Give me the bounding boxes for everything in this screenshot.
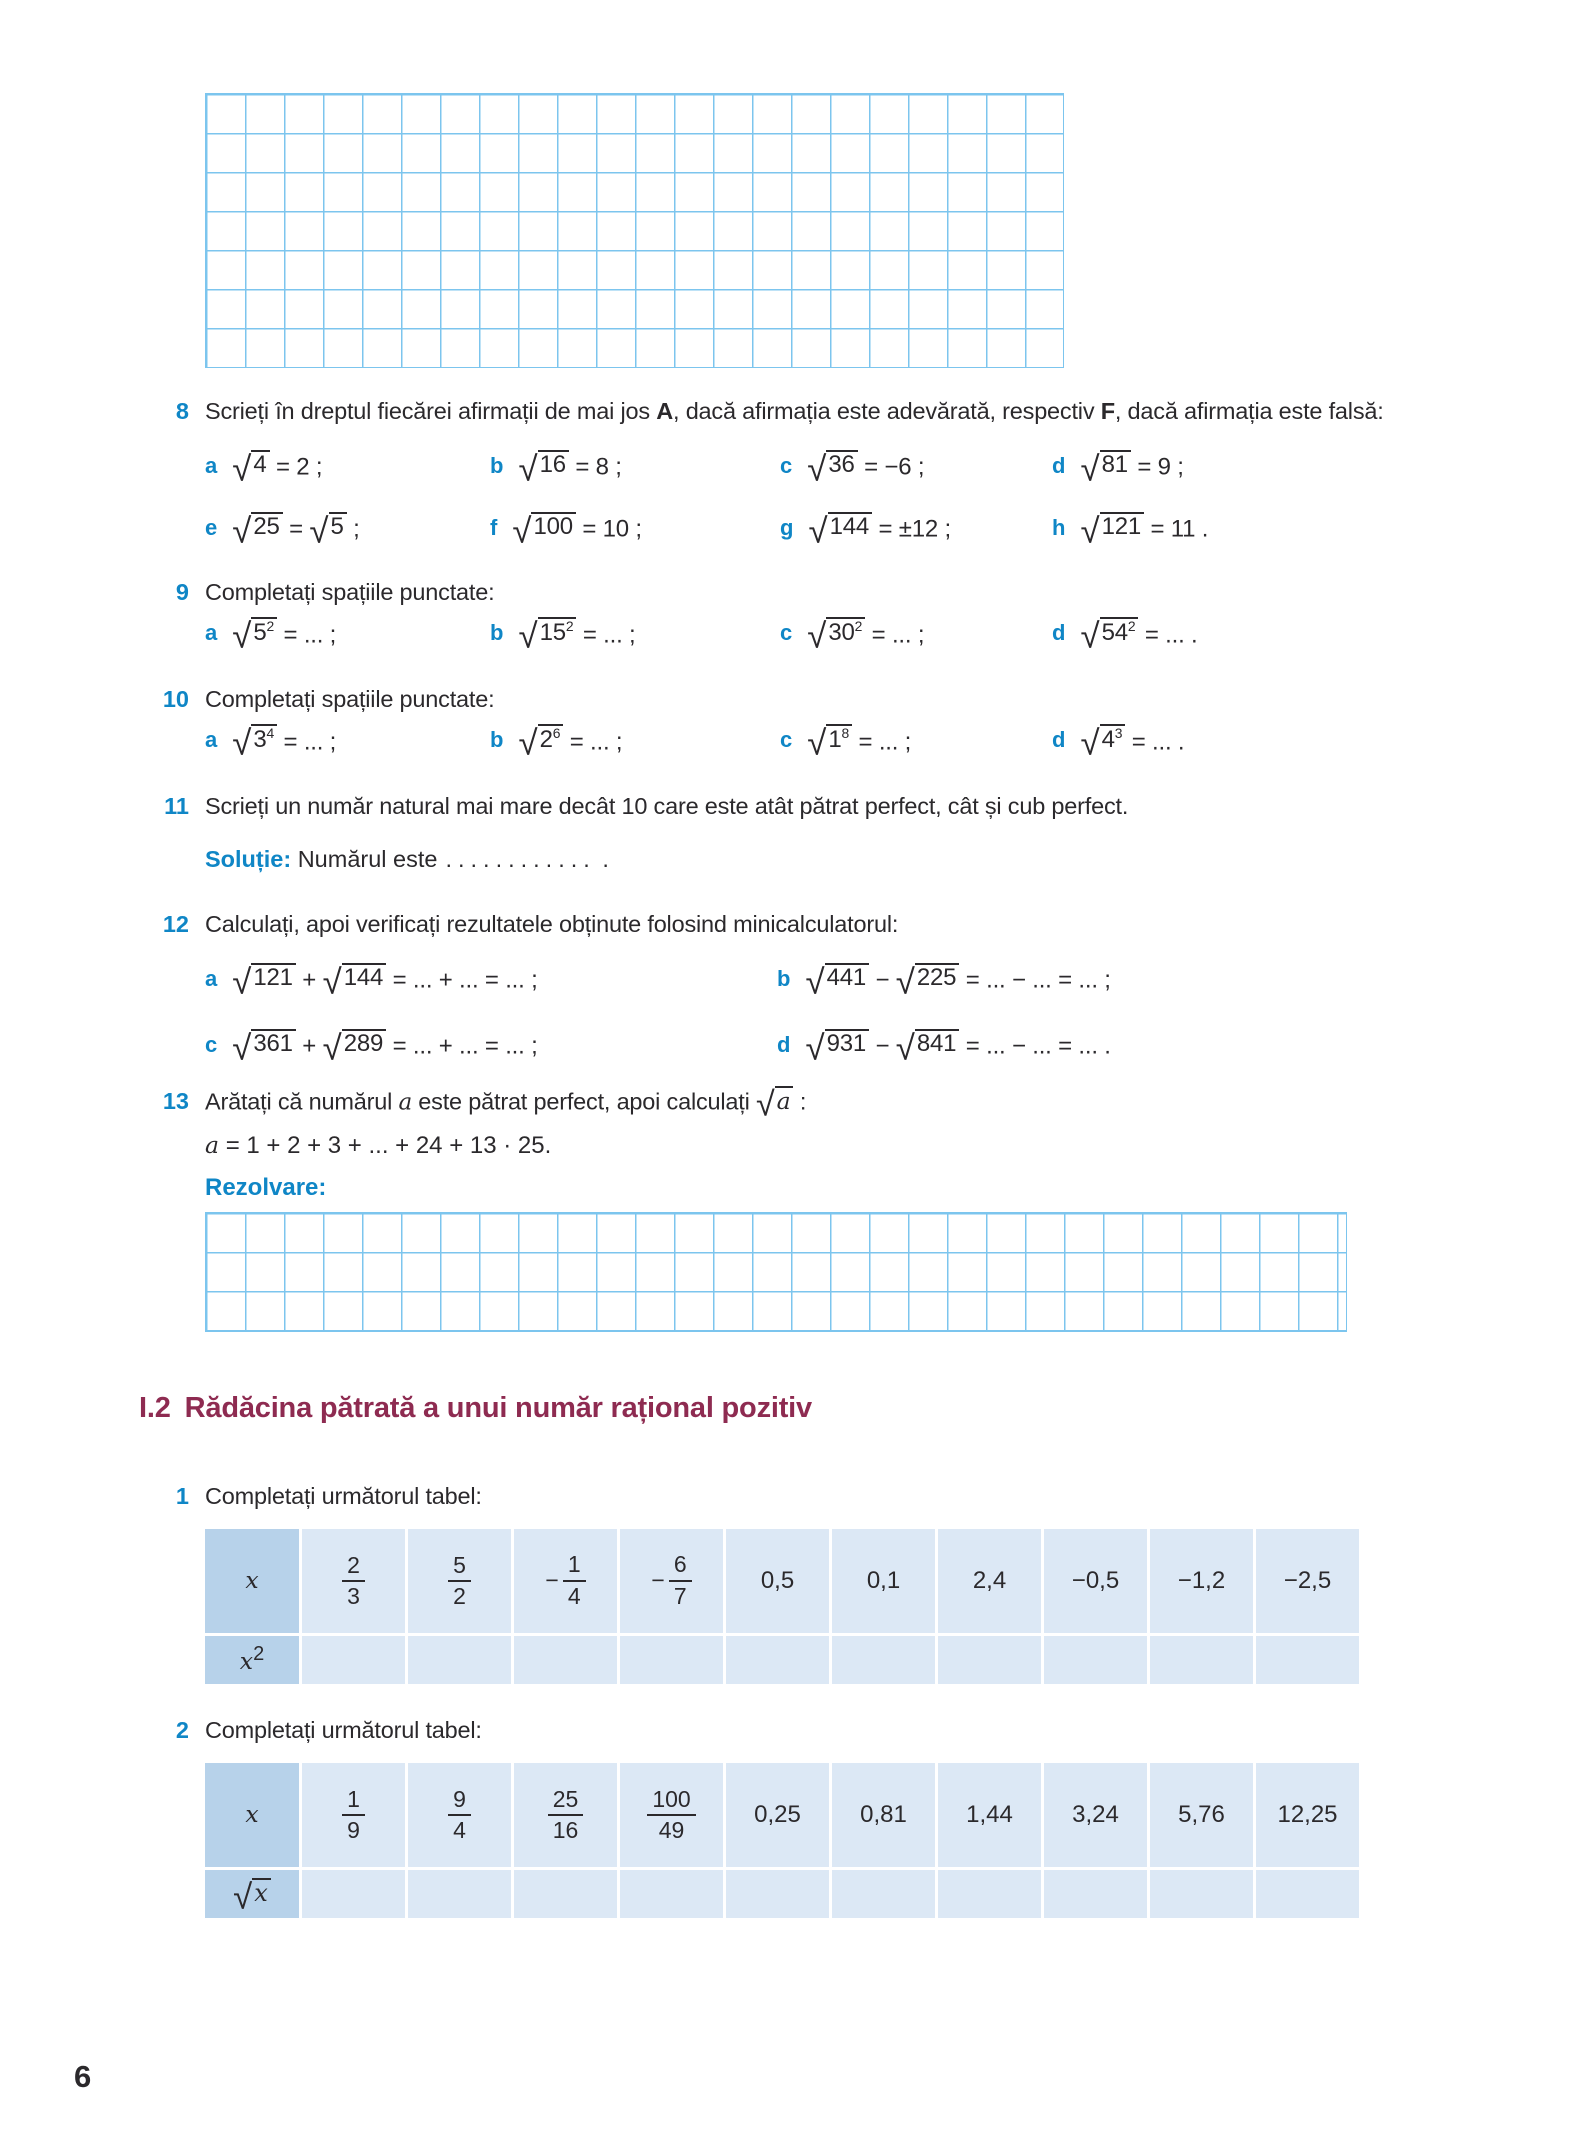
table-cell — [620, 1529, 723, 1633]
exercise-item-c — [780, 715, 1052, 765]
exercise-number: 10 — [162, 686, 189, 712]
row-header: $x^2$ — [205, 1636, 299, 1684]
square-root: √ 25 — [232, 512, 282, 542]
fraction: 1 9 — [342, 1787, 365, 1844]
solution-label: Soluție: — [205, 846, 292, 872]
square-root: √ $1^8$ — [807, 724, 852, 755]
table-cell-empty[interactable] — [938, 1870, 1041, 1918]
table-cell — [408, 1763, 511, 1867]
exercise-13-formula: a = 1 + 2 + 3 + ... + 24 + 13 · 25. — [205, 1130, 552, 1159]
item-label: c — [205, 1032, 218, 1057]
exercise-item-c — [780, 441, 1052, 491]
table-cell — [514, 1529, 617, 1633]
exercise-item-d — [777, 1020, 1575, 1070]
exercise-12-items — [0, 954, 1575, 1070]
answer-blank-dots[interactable]: ............ — [445, 846, 596, 872]
section-title: Rădăcina pătrată a unui număr rațional pozitiv — [184, 1391, 812, 1424]
exercise-number: 8 — [175, 398, 189, 424]
table-cell — [514, 1763, 617, 1867]
table-cell-empty[interactable] — [1044, 1636, 1147, 1684]
exercise-text: Completați spațiile punctate: — [205, 579, 495, 605]
exercise-item-c — [780, 608, 1052, 658]
table-row — [205, 1529, 1359, 1633]
item-label: b — [777, 966, 791, 991]
item-label: h — [1052, 515, 1066, 540]
table-cell — [302, 1763, 405, 1867]
item-label: f — [490, 515, 498, 540]
square-root: √ 81 — [1080, 450, 1130, 480]
table-cell — [408, 1529, 511, 1633]
exercise-9-items — [0, 608, 1575, 658]
exercise-item-f — [490, 503, 780, 553]
item-math: √ 100 = 10 ; — [512, 511, 642, 551]
item-math: √ 4 = 2 ; — [232, 449, 323, 489]
exercise-9 — [0, 577, 1575, 608]
table-cell-empty[interactable] — [1150, 1870, 1253, 1918]
square-root: √ x — [233, 1878, 271, 1908]
square-root: √ 4 — [232, 450, 269, 480]
exercise-8 — [0, 396, 1575, 427]
square-root: √ 121 — [1080, 512, 1144, 542]
table-cell: 2,4 — [938, 1529, 1041, 1633]
item-math: √ $54^2$ = ... . — [1080, 616, 1198, 656]
exercise-item-a — [205, 715, 490, 765]
square-root: √ 5 — [309, 512, 346, 542]
exercise-number: 1 — [175, 1482, 189, 1509]
table-cell: 5,76 — [1150, 1763, 1253, 1867]
row-header — [205, 1870, 299, 1918]
page-number: 6 — [74, 2059, 92, 2094]
table-cell-empty[interactable] — [1044, 1870, 1147, 1918]
table-cell-empty[interactable] — [832, 1870, 935, 1918]
item-math: √ 441 − √ 225 = ... − ... = ... ; — [805, 962, 1111, 1002]
exercise-text: Completați următorul tabel: — [205, 1482, 482, 1509]
exercise-text: Scrieți un număr natural mai mare decât 10 care este atât pătrat perfect, cât și cub perfect. — [205, 793, 1129, 819]
square-root: √ 931 — [805, 1029, 869, 1059]
table-cell — [620, 1763, 723, 1867]
graph-paper-grid[interactable] — [205, 93, 1064, 368]
table-cell: 0,25 — [726, 1763, 829, 1867]
exercise-text: Completați următorul tabel: — [205, 1716, 482, 1743]
fraction: 25 16 — [548, 1787, 584, 1844]
table-cell: 0,81 — [832, 1763, 935, 1867]
table-cell-empty[interactable] — [1256, 1870, 1359, 1918]
workbook-page — [0, 93, 1575, 2094]
item-label: a — [205, 966, 218, 991]
table-cell: −1,2 — [1150, 1529, 1253, 1633]
fraction: − $\frac{6}{7}$ — [651, 1552, 691, 1609]
section-id: I.2 — [139, 1391, 171, 1424]
exercise-1 — [0, 1481, 1575, 1512]
square-root: √ 121 — [232, 963, 296, 993]
exercise-number: 13 — [162, 1088, 189, 1114]
square-root: √ $30^2$ — [807, 617, 865, 648]
table-cell-empty[interactable] — [1150, 1636, 1253, 1684]
exercise-12 — [0, 909, 1575, 940]
item-label: c — [780, 453, 793, 478]
exercise-text: Calculați, apoi verificați rezultatele obținute folosind minicalculatorul: — [205, 911, 899, 937]
exercise-13 — [0, 1085, 1575, 1124]
square-root: √ $5^2$ — [232, 617, 277, 648]
table-cell-empty[interactable] — [620, 1870, 723, 1918]
table-row — [205, 1636, 1359, 1684]
square-root: √ 16 — [518, 450, 568, 480]
square-root: √ 225 — [896, 963, 960, 993]
rezolvare-label: Rezolvare: — [205, 1173, 327, 1201]
exercise-item-b — [490, 441, 780, 491]
square-root: √ 36 — [807, 450, 857, 480]
exercise-text: Completați spațiile punctate: — [205, 686, 495, 712]
exercise-10-items — [0, 715, 1575, 765]
item-math: √ 25 = √ 5 ; — [232, 511, 360, 551]
item-math: √ 36 = −6 ; — [807, 449, 925, 489]
table-row — [205, 1870, 1359, 1918]
row-header: x — [205, 1763, 299, 1867]
square-root: √ $2^6$ — [518, 724, 563, 755]
exercise-item-c — [205, 1020, 777, 1070]
exercise-item-d — [1052, 715, 1575, 765]
square-root: √ $3^4$ — [232, 724, 277, 755]
table-cell-empty[interactable] — [302, 1870, 405, 1918]
item-label: d — [1052, 620, 1066, 645]
exercise-item-b — [777, 954, 1575, 1004]
table-cell — [302, 1529, 405, 1633]
exercise-item-a — [205, 441, 490, 491]
exercise-item-b — [490, 715, 780, 765]
table-row — [205, 1763, 1359, 1867]
item-math: √ $5^2$ = ... ; — [232, 616, 337, 656]
exercise-text: Scrieți în dreptul fiecărei afirmații de mai jos A, dacă afirmația este adevărată, respectiv F, dacă afirmația este falsă: — [205, 398, 1384, 424]
item-label: c — [780, 620, 793, 645]
item-math: √ $3^4$ = ... ; — [232, 723, 337, 763]
fraction: 9 4 — [448, 1787, 471, 1844]
exercise-item-b — [490, 608, 780, 658]
square-root: √ 144 — [808, 512, 872, 542]
item-math: √ 16 = 8 ; — [518, 449, 622, 489]
item-math: √ 121 = 11 . — [1080, 511, 1209, 551]
exercise-item-g — [780, 503, 1052, 553]
item-label: a — [205, 727, 218, 752]
exercise-text: Arătați că numărul a este pătrat perfect, apoi calculați √ a : — [205, 1085, 807, 1124]
square-root: √ 441 — [805, 963, 869, 993]
item-label: g — [780, 515, 794, 540]
item-math: √ $30^2$ = ... ; — [807, 616, 925, 656]
item-math: √ 144 = ±12 ; — [808, 511, 951, 551]
table-cell: 0,1 — [832, 1529, 935, 1633]
table-cell-empty[interactable] — [302, 1636, 405, 1684]
item-label: b — [490, 620, 504, 645]
table-cell: 0,5 — [726, 1529, 829, 1633]
item-math: √ 81 = 9 ; — [1080, 449, 1184, 489]
item-math: √ 121 + √ 144 = ... + ... = ... ; — [232, 962, 538, 1002]
section-heading — [139, 1392, 1575, 1425]
table-cell-empty[interactable] — [620, 1636, 723, 1684]
exercise-item-d — [1052, 608, 1575, 658]
exercise-11 — [0, 791, 1575, 822]
table-cell-empty[interactable] — [1256, 1636, 1359, 1684]
table-cell-empty[interactable] — [408, 1870, 511, 1918]
item-math: √ $2^6$ = ... ; — [518, 723, 623, 763]
item-label: b — [490, 727, 504, 752]
exercise-number: 2 — [175, 1716, 189, 1743]
solution-period: . — [602, 846, 609, 872]
row-header: x — [205, 1529, 299, 1633]
exercise-number: 11 — [164, 793, 189, 819]
square-root: √ a — [756, 1086, 794, 1115]
item-label: e — [205, 515, 218, 540]
square-root: √ 361 — [232, 1029, 296, 1059]
item-label: d — [777, 1032, 791, 1057]
exercise-number: 12 — [162, 911, 189, 937]
exercise-item-e — [205, 503, 490, 553]
square-root: √ $4^3$ — [1080, 724, 1125, 755]
item-label: d — [1052, 727, 1066, 752]
exercise-item-h — [1052, 503, 1575, 553]
exercise-10 — [0, 684, 1575, 715]
square-root: √ $15^2$ — [518, 617, 576, 648]
answer-grid[interactable] — [205, 1212, 1347, 1332]
square-root: √ 841 — [896, 1029, 960, 1059]
exercise-8-items — [0, 441, 1575, 553]
table-cell: 3,24 — [1044, 1763, 1147, 1867]
table-sqrt-x — [202, 1760, 1362, 1921]
item-math: √ 931 − √ 841 = ... − ... = ... . — [805, 1028, 1111, 1068]
table-cell-empty[interactable] — [726, 1870, 829, 1918]
table-cell: −0,5 — [1044, 1529, 1147, 1633]
item-label: a — [205, 453, 218, 478]
item-label: c — [780, 727, 793, 752]
item-label: b — [490, 453, 504, 478]
solution-line — [205, 844, 1575, 875]
exercise-item-d — [1052, 441, 1575, 491]
item-math: √ $15^2$ = ... ; — [518, 616, 636, 656]
fraction: 100 49 — [647, 1787, 695, 1844]
table-cell-empty[interactable] — [514, 1636, 617, 1684]
exercise-2 — [0, 1715, 1575, 1746]
table-cell: −2,5 — [1256, 1529, 1359, 1633]
exercise-item-a — [205, 954, 777, 1004]
table-cell-empty[interactable] — [514, 1870, 617, 1918]
square-root: √ $54^2$ — [1080, 617, 1138, 648]
table-cell-empty[interactable] — [938, 1636, 1041, 1684]
square-root: √ 289 — [323, 1029, 387, 1059]
item-math: √ $4^3$ = ... . — [1080, 723, 1185, 763]
solution-text: Numărul este — [297, 846, 438, 872]
table-cell-empty[interactable] — [408, 1636, 511, 1684]
exercise-number: 9 — [175, 579, 189, 605]
fraction: 2 3 — [342, 1553, 365, 1610]
table-cell-empty[interactable] — [726, 1636, 829, 1684]
table-cell: 1,44 — [938, 1763, 1041, 1867]
fraction: − $\frac{1}{4}$ — [545, 1552, 585, 1609]
exercise-item-a — [205, 608, 490, 658]
item-label: a — [205, 620, 218, 645]
table-cell: 12,25 — [1256, 1763, 1359, 1867]
square-root: √ 100 — [512, 512, 576, 542]
item-math: √ 361 + √ 289 = ... + ... = ... ; — [232, 1028, 538, 1068]
table-x-squared — [202, 1526, 1362, 1687]
fraction: 5 2 — [448, 1553, 471, 1610]
square-root: √ 144 — [323, 963, 387, 993]
item-label: d — [1052, 453, 1066, 478]
item-math: √ $1^8$ = ... ; — [807, 723, 912, 763]
table-cell-empty[interactable] — [832, 1636, 935, 1684]
